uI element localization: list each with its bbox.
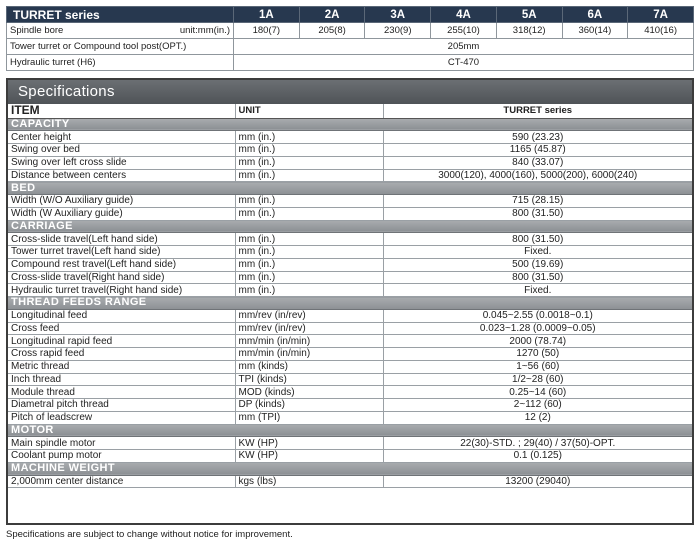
spec-item: Diametral pitch thread bbox=[8, 399, 235, 412]
spec-item: Hydraulic turret travel(Right hand side) bbox=[8, 284, 235, 297]
spec-row bbox=[8, 156, 692, 169]
column-item-header: ITEM bbox=[8, 104, 235, 118]
spindle-bore-label-cell bbox=[7, 23, 234, 39]
model-4a: 4A bbox=[431, 7, 497, 23]
spec-value: 22(30)-STD. ; 29(40) / 37(50)-OPT. bbox=[383, 437, 692, 450]
section-title: MACHINE WEIGHT bbox=[8, 462, 692, 475]
spec-row bbox=[8, 271, 692, 284]
spec-unit: mm (kinds) bbox=[235, 360, 383, 373]
spindle-bore-3a: 230(9) bbox=[365, 23, 431, 39]
spec-row bbox=[8, 322, 692, 335]
spec-value: 3000(120), 4000(160), 5000(200), 6000(240) bbox=[383, 169, 692, 182]
spec-row bbox=[8, 207, 692, 220]
spec-item: Module thread bbox=[8, 386, 235, 399]
spec-item: Swing over left cross slide bbox=[8, 156, 235, 169]
spindle-bore-2a: 205(8) bbox=[299, 23, 365, 39]
spec-unit: mm (in.) bbox=[235, 271, 383, 284]
spindle-bore-5a: 318(12) bbox=[496, 23, 562, 39]
spindle-bore-1a: 180(7) bbox=[234, 23, 300, 39]
column-unit-header: UNIT bbox=[235, 104, 383, 118]
spindle-bore-6a: 360(14) bbox=[562, 23, 628, 39]
spec-value: 2~112 (60) bbox=[383, 399, 692, 412]
spec-item: Tower turret travel(Left hand side) bbox=[8, 246, 235, 259]
spec-value: 0.1 (0.125) bbox=[383, 450, 692, 463]
spec-unit: TPI (kinds) bbox=[235, 373, 383, 386]
tower-turret-row bbox=[7, 39, 694, 55]
turret-header-row bbox=[7, 7, 694, 23]
spec-row bbox=[8, 386, 692, 399]
spec-value: 2000 (78.74) bbox=[383, 335, 692, 348]
model-5a: 5A bbox=[496, 7, 562, 23]
spec-unit: mm/min (in/min) bbox=[235, 348, 383, 361]
spec-row bbox=[8, 373, 692, 386]
spec-item: Main spindle motor bbox=[8, 437, 235, 450]
spec-item: Inch thread bbox=[8, 373, 235, 386]
spec-row bbox=[8, 437, 692, 450]
spindle-bore-row bbox=[7, 23, 694, 39]
spec-item: Cross-slide travel(Right hand side) bbox=[8, 271, 235, 284]
section-header-motor bbox=[8, 424, 692, 437]
spec-value: 0.045~2.55 (0.0018~0.1) bbox=[383, 309, 692, 322]
spec-item: Cross rapid feed bbox=[8, 348, 235, 361]
spec-row bbox=[8, 144, 692, 157]
hydraulic-turret-value: CT-470 bbox=[234, 55, 694, 71]
spec-unit: mm (in.) bbox=[235, 258, 383, 271]
specifications-panel bbox=[6, 78, 694, 525]
spec-unit: mm (in.) bbox=[235, 233, 383, 246]
spec-row bbox=[8, 309, 692, 322]
spec-value: 840 (33.07) bbox=[383, 156, 692, 169]
spec-value: 500 (19.69) bbox=[383, 258, 692, 271]
spindle-bore-label: Spindle bore bbox=[10, 24, 64, 36]
spec-item: Coolant pump motor bbox=[8, 450, 235, 463]
footnote: Specifications are subject to change without notice for improvement. bbox=[6, 529, 293, 540]
spec-row bbox=[8, 169, 692, 182]
spec-unit: mm (in.) bbox=[235, 195, 383, 208]
spec-item: Center height bbox=[8, 131, 235, 144]
spec-item: Cross feed bbox=[8, 322, 235, 335]
column-value-header: TURRET series bbox=[383, 104, 692, 118]
spec-row bbox=[8, 246, 692, 259]
spec-item: Longitudinal rapid feed bbox=[8, 335, 235, 348]
section-title: CAPACITY bbox=[8, 118, 692, 131]
spec-item: Width (W Auxiliary guide) bbox=[8, 207, 235, 220]
spec-unit: mm (in.) bbox=[235, 131, 383, 144]
spec-value: Fixed. bbox=[383, 246, 692, 259]
spec-unit: mm (in.) bbox=[235, 207, 383, 220]
spec-row bbox=[8, 335, 692, 348]
spec-row bbox=[8, 233, 692, 246]
section-title: MOTOR bbox=[8, 424, 692, 437]
spec-row bbox=[8, 195, 692, 208]
spec-unit: KW (HP) bbox=[235, 437, 383, 450]
spec-value: 1270 (50) bbox=[383, 348, 692, 361]
spec-item: Longitudinal feed bbox=[8, 309, 235, 322]
turret-series-label: TURRET series bbox=[7, 7, 234, 23]
spec-value: Fixed. bbox=[383, 284, 692, 297]
section-header-bed bbox=[8, 182, 692, 195]
spec-unit: mm/rev (in/rev) bbox=[235, 322, 383, 335]
tower-turret-value: 205mm bbox=[234, 39, 694, 55]
section-header-carriage bbox=[8, 220, 692, 233]
turret-model-table bbox=[6, 6, 694, 71]
spec-row bbox=[8, 411, 692, 424]
spec-value: 0.023~1.28 (0.0009~0.05) bbox=[383, 322, 692, 335]
spec-unit: mm (TPI) bbox=[235, 411, 383, 424]
section-header-capacity bbox=[8, 118, 692, 131]
model-2a: 2A bbox=[299, 7, 365, 23]
spec-row bbox=[8, 348, 692, 361]
model-3a: 3A bbox=[365, 7, 431, 23]
spec-value: 1~56 (60) bbox=[383, 360, 692, 373]
section-title: THREAD FEEDS RANGE bbox=[8, 297, 692, 310]
hydraulic-turret-row bbox=[7, 55, 694, 71]
spindle-bore-4a: 255(10) bbox=[431, 23, 497, 39]
spec-column-header-row bbox=[8, 104, 692, 118]
spindle-bore-7a: 410(16) bbox=[628, 23, 694, 39]
spec-unit: mm (in.) bbox=[235, 246, 383, 259]
spindle-bore-unit: unit:mm(in.) bbox=[179, 24, 230, 36]
spec-item: Width (W/O Auxiliary guide) bbox=[8, 195, 235, 208]
section-title: CARRIAGE bbox=[8, 220, 692, 233]
spec-unit: mm/rev (in/rev) bbox=[235, 309, 383, 322]
spec-unit: kgs (lbs) bbox=[235, 475, 383, 488]
section-header-machine-weight bbox=[8, 462, 692, 475]
spec-row bbox=[8, 284, 692, 297]
spec-value: 1/2~28 (60) bbox=[383, 373, 692, 386]
spec-value: 1165 (45.87) bbox=[383, 144, 692, 157]
spec-item: Swing over bed bbox=[8, 144, 235, 157]
specifications-banner: Specifications bbox=[8, 80, 692, 104]
model-7a: 7A bbox=[628, 7, 694, 23]
model-6a: 6A bbox=[562, 7, 628, 23]
spec-unit: MOD (kinds) bbox=[235, 386, 383, 399]
spec-unit: DP (kinds) bbox=[235, 399, 383, 412]
spec-unit: mm/min (in/min) bbox=[235, 335, 383, 348]
spec-unit: mm (in.) bbox=[235, 284, 383, 297]
section-title: BED bbox=[8, 182, 692, 195]
spec-row bbox=[8, 475, 692, 488]
spec-value: 800 (31.50) bbox=[383, 233, 692, 246]
spec-unit: mm (in.) bbox=[235, 156, 383, 169]
spec-item: 2,000mm center distance bbox=[8, 475, 235, 488]
spec-row bbox=[8, 450, 692, 463]
section-header-thread-feeds-range bbox=[8, 297, 692, 310]
spec-row bbox=[8, 131, 692, 144]
spec-row bbox=[8, 360, 692, 373]
spec-item: Pitch of leadscrew bbox=[8, 411, 235, 424]
spec-item: Metric thread bbox=[8, 360, 235, 373]
hydraulic-turret-label: Hydraulic turret (H6) bbox=[7, 55, 234, 71]
spec-item: Distance between centers bbox=[8, 169, 235, 182]
spec-value: 715 (28.15) bbox=[383, 195, 692, 208]
spec-value: 800 (31.50) bbox=[383, 271, 692, 284]
spec-value: 13200 (29040) bbox=[383, 475, 692, 488]
spec-unit: mm (in.) bbox=[235, 144, 383, 157]
spec-item: Cross-slide travel(Left hand side) bbox=[8, 233, 235, 246]
spec-unit: mm (in.) bbox=[235, 169, 383, 182]
model-1a: 1A bbox=[234, 7, 300, 23]
spec-item: Compound rest travel(Left hand side) bbox=[8, 258, 235, 271]
spec-value: 12 (2) bbox=[383, 411, 692, 424]
spec-value: 0.25~14 (60) bbox=[383, 386, 692, 399]
spec-value: 590 (23.23) bbox=[383, 131, 692, 144]
spec-unit: KW (HP) bbox=[235, 450, 383, 463]
spec-value: 800 (31.50) bbox=[383, 207, 692, 220]
spec-row bbox=[8, 258, 692, 271]
specifications-table bbox=[8, 104, 692, 488]
spec-row bbox=[8, 399, 692, 412]
tower-turret-label: Tower turret or Compound tool post(OPT.) bbox=[7, 39, 234, 55]
